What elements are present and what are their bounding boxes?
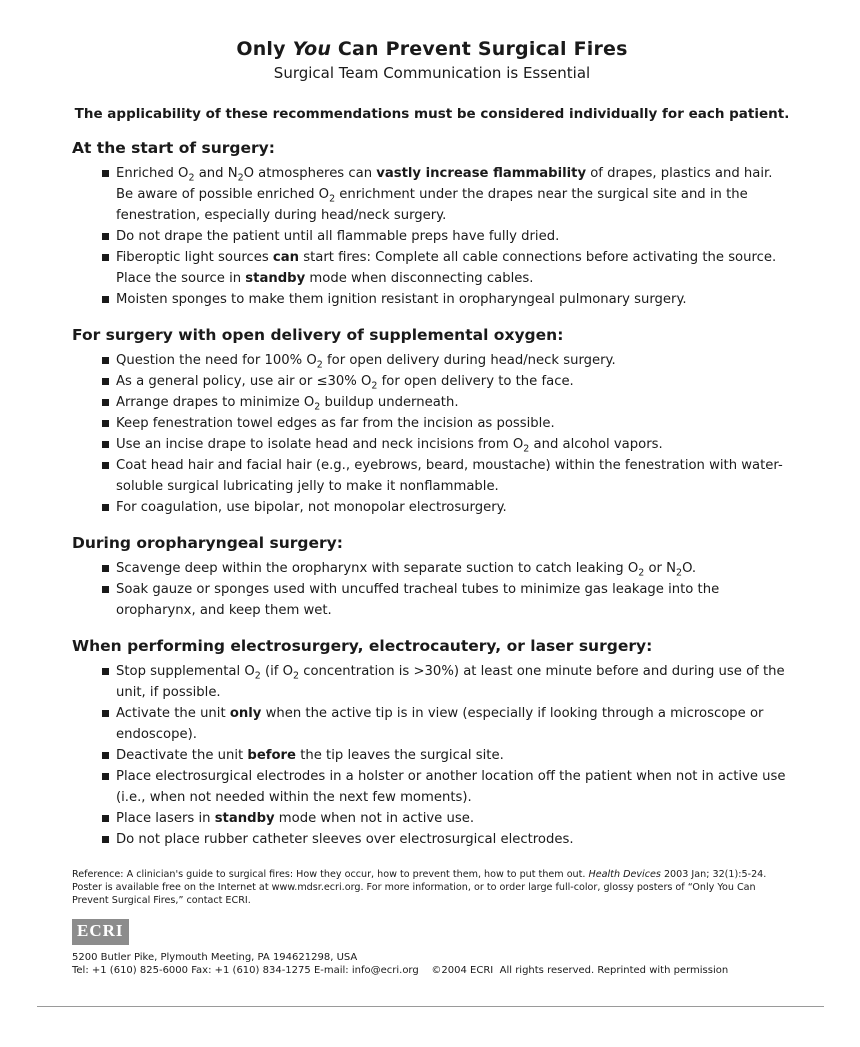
item-text: mode when not in active use. [274, 811, 475, 826]
square-bullet-icon [102, 399, 109, 406]
list-item [102, 703, 792, 745]
list-item [102, 434, 792, 455]
item-text: For coagulation, use bipolar, not monopolar electrosurgery. [116, 500, 507, 515]
square-bullet-icon [102, 504, 109, 511]
square-bullet-icon [102, 586, 109, 593]
item-text: start fires: Complete all cable connections before activating the source. Place the source in [116, 250, 777, 286]
reference-text-end: 2003 Jan; 32(1):5-24. Poster is available free on the Internet at www.mdsr.ecri.org. For more information, or to order large full-color, glossy posters of “Only You Can Prevent Surgical Fires,” contact ECRI. [72, 869, 767, 906]
subscript: 2 [293, 670, 300, 682]
emphasis-text: only [229, 706, 262, 721]
item-text: Fiberoptic light sources [116, 250, 273, 265]
subscript: 2 [314, 401, 321, 413]
list-item [102, 371, 792, 392]
section-heading: For surgery with open delivery of supplemental oxygen: [72, 326, 564, 344]
square-bullet-icon [102, 378, 109, 385]
square-bullet-icon [102, 357, 109, 364]
item-text: for open delivery to the face. [377, 374, 574, 389]
subscript: 2 [371, 380, 378, 392]
square-bullet-icon [102, 668, 109, 675]
item-text: O. [682, 561, 697, 576]
square-bullet-icon [102, 815, 109, 822]
bullet-list [72, 163, 792, 310]
item-text: concentration is >30%) at least one minute before and during use of the unit, if possible. [116, 664, 785, 700]
list-item [102, 247, 792, 289]
list-item [102, 745, 792, 766]
reference-journal: Health Devices [588, 869, 661, 880]
item-text: Use an incise drape to isolate head and neck incisions from O [116, 437, 524, 452]
square-bullet-icon [102, 773, 109, 780]
item-text: As a general policy, use air or ≤30% O [116, 374, 372, 389]
item-text: Soak gauze or sponges used with uncuffed tracheal tubes to minimize gas leakage into the oropharynx, and keep them wet. [116, 582, 720, 618]
list-item [102, 350, 792, 371]
subscript: 2 [188, 172, 195, 184]
item-text: Arrange drapes to minimize O [116, 395, 315, 410]
title-after: Can Prevent Surgical Fires [337, 38, 628, 60]
item-text: when the active tip is in view (especially if looking through a microscope or endoscope). [116, 706, 764, 742]
section [72, 137, 792, 310]
list-item [102, 413, 792, 434]
ecri-logo: ECRI [72, 919, 129, 945]
title-before: Only [236, 38, 286, 60]
subscript: 2 [237, 172, 244, 184]
square-bullet-icon [102, 296, 109, 303]
item-text: and alcohol vapors. [529, 437, 663, 452]
address-line: 5200 Butler Pike, Plymouth Meeting, PA 194621298, USA [72, 952, 358, 963]
reference-text: Reference: A clinician's guide to surgical fires: How they occur, how to prevent them, how to put them out. [72, 869, 589, 880]
list-item [102, 661, 792, 703]
section [72, 635, 792, 850]
item-text: Do not place rubber catheter sleeves over electrosurgical electrodes. [116, 832, 574, 847]
title-italic: You [292, 38, 332, 60]
item-text: Stop supplemental O [116, 664, 255, 679]
list-item [102, 808, 792, 829]
emphasis-text: vastly increase flammability [376, 166, 587, 181]
item-text: Do not drape the patient until all flammable preps have fully dried. [116, 229, 560, 244]
square-bullet-icon [102, 565, 109, 572]
item-text: Scavenge deep within the oropharynx with separate suction to catch leaking O [116, 561, 639, 576]
item-text: for open delivery during head/neck surgery. [322, 353, 616, 368]
list-item [102, 392, 792, 413]
item-text: mode when disconnecting cables. [305, 271, 534, 286]
page-title [72, 36, 792, 62]
applicability-note: The applicability of these recommendations must be considered individually for each patient. [74, 106, 790, 122]
square-bullet-icon [102, 441, 109, 448]
subscript: 2 [638, 567, 645, 579]
list-item [102, 289, 792, 310]
square-bullet-icon [102, 420, 109, 427]
item-text: or N [644, 561, 677, 576]
square-bullet-icon [102, 170, 109, 177]
sections-container [72, 137, 792, 850]
list-item [102, 829, 792, 850]
item-text: O atmospheres can [243, 166, 377, 181]
section-heading: When performing electrosurgery, electrocautery, or laser surgery: [72, 637, 653, 655]
item-text: buildup underneath. [320, 395, 459, 410]
item-text: Place electrosurgical electrodes in a holster or another location off the patient when not in active use (i.e., when not needed within the next few moments). [116, 769, 786, 805]
section-heading: During oropharyngeal surgery: [72, 534, 343, 552]
page-subtitle: Surgical Team Communication is Essential [273, 64, 591, 82]
list-item [102, 579, 792, 621]
bullet-list [72, 661, 792, 850]
square-bullet-icon [102, 752, 109, 759]
section-heading: At the start of surgery: [72, 139, 275, 157]
reference-note [72, 868, 772, 907]
list-item [102, 766, 792, 808]
bullet-list [72, 558, 792, 621]
subscript: 2 [523, 443, 530, 455]
list-item [102, 226, 792, 247]
square-bullet-icon [102, 254, 109, 261]
list-item [102, 558, 792, 579]
item-text: Coat head hair and facial hair (e.g., eyebrows, beard, moustache) within the fenestration with water-soluble surgical lubricating jelly to make it nonflammable. [116, 458, 783, 494]
emphasis-text: can [272, 250, 300, 265]
square-bullet-icon [102, 710, 109, 717]
subscript: 2 [676, 567, 683, 579]
contact-line: Tel: +1 (610) 825-6000 Fax: +1 (610) 834-1275 E-mail: info@ecri.org ©2004 ECRI All rights reserved. Reprinted with permission [72, 965, 729, 976]
section [72, 324, 792, 518]
item-text: Moisten sponges to make them ignition resistant in oropharyngeal pulmonary surgery. [116, 292, 687, 307]
item-text: of drapes, plastics and hair. Be aware of possible enriched O [116, 166, 773, 202]
item-text: and N [194, 166, 238, 181]
square-bullet-icon [102, 233, 109, 240]
list-item [102, 163, 792, 226]
emphasis-text: standby [245, 271, 306, 286]
list-item [102, 455, 792, 497]
square-bullet-icon [102, 462, 109, 469]
document [72, 36, 792, 977]
subscript: 2 [329, 193, 336, 205]
item-text: Enriched O [116, 166, 189, 181]
bullet-list [72, 350, 792, 518]
subscript: 2 [254, 670, 261, 682]
section [72, 532, 792, 621]
item-text: (if O [260, 664, 293, 679]
item-text: Question the need for 100% O [116, 353, 317, 368]
footer-divider [37, 1006, 824, 1007]
emphasis-text: standby [214, 811, 275, 826]
square-bullet-icon [102, 836, 109, 843]
subscript: 2 [316, 359, 323, 371]
item-text: enrichment under the drapes near the surgical site and in the fenestration, especially during head/neck surgery. [116, 187, 748, 223]
item-text: Place lasers in [116, 811, 215, 826]
emphasis-text: before [247, 748, 297, 763]
item-text: Activate the unit [116, 706, 230, 721]
item-text: Deactivate the unit [116, 748, 248, 763]
list-item [102, 497, 792, 518]
item-text: Keep fenestration towel edges as far from the incision as possible. [116, 416, 555, 431]
item-text: the tip leaves the surgical site. [296, 748, 504, 763]
